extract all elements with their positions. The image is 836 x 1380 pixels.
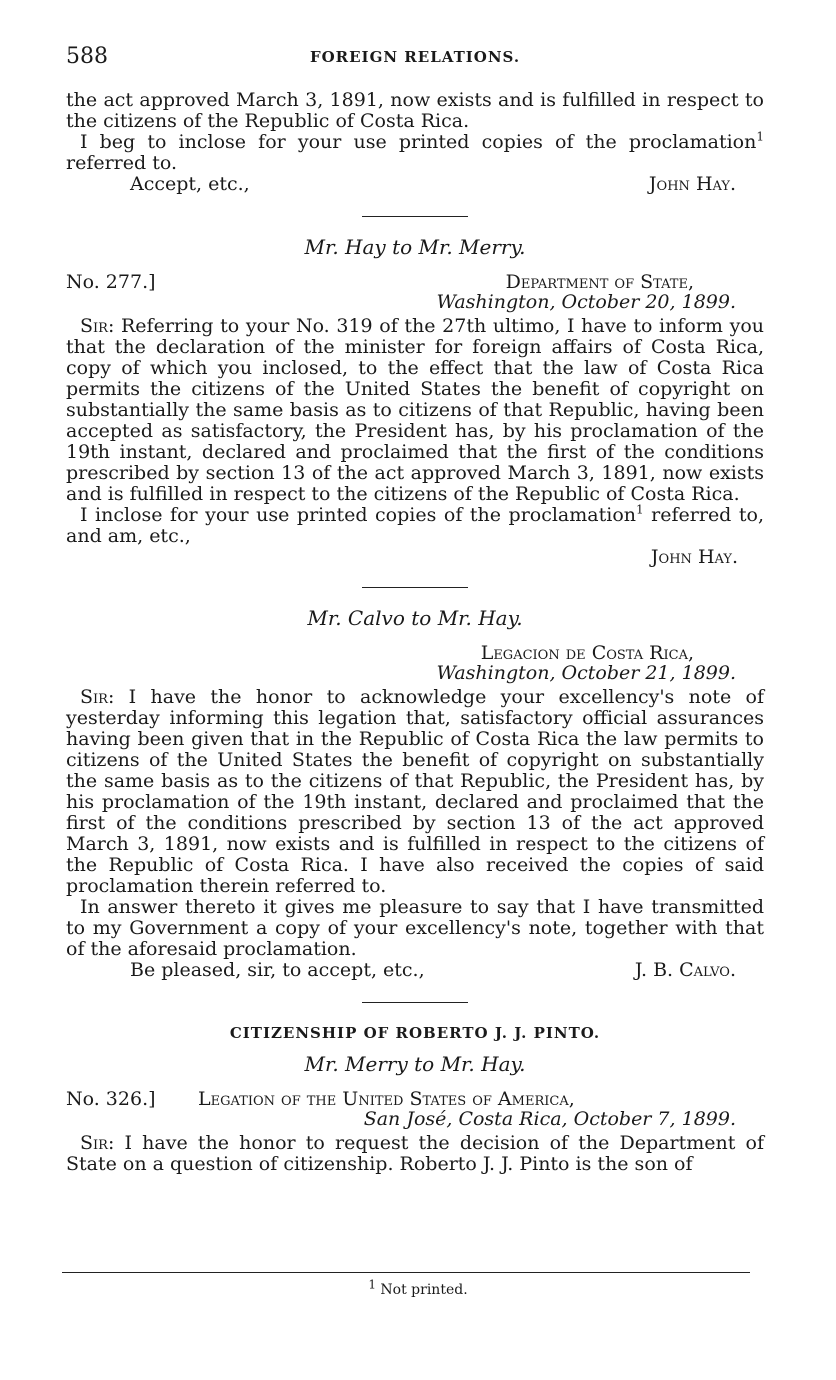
section-title: CITIZENSHIP OF ROBERTO J. J. PINTO. <box>229 1024 601 1042</box>
letter-body: Sir: Referring to your No. 319 of the 27th ultimo, I have to inform you that the declaration of the minister for foreign affairs of Costa Rica, copy of which you inclosed, to the effect that the law of Costa Rica permits the citizens of the United States the benefit of copyright on substantially the same basis as to citizens of that Republic, having been accepted as satisfactory, the President has, by his proclamation of the 19th instant, declared and proclaimed that the first of the conditions prescribed by section 13 of the act approved March 3, 1891, now exists and is fulfilled in respect to the citizens of the Republic of Costa Rica. <box>66 315 764 505</box>
running-head: FOREIGN RELATIONS. <box>309 48 521 66</box>
salutation: Sir: <box>80 686 115 708</box>
despatch-number: No. 326.] <box>66 1088 156 1110</box>
page-number: 588 <box>66 44 108 69</box>
letter-body: Sir: I have the honor to request the decision of the Department of State on a question of citizenship. Roberto J. J. Pinto is the son of <box>66 1132 764 1175</box>
section-divider <box>362 587 468 588</box>
letter-paragraph: In answer thereto it gives me pleasure to say that I have transmitted to my Government a copy of your excellency's note, together with that of the aforesaid proclamation. <box>66 896 764 960</box>
signature: J. B. Calvo. <box>634 959 736 981</box>
sender-place: Legacion de Costa Rica, <box>480 642 694 664</box>
section-divider <box>362 1002 468 1003</box>
letter-date: Washington, October 20, 1899. <box>436 291 736 313</box>
letter-date: San José, Costa Rica, October 7, 1899. <box>363 1108 736 1130</box>
continued-paragraph: the act approved March 3, 1891, now exists and is fulfilled in respect to the citizens of the Republic of Costa Rica. <box>66 89 764 132</box>
salutation: Sir: <box>80 315 115 337</box>
footnote-text: Not printed. <box>375 1282 468 1298</box>
letter-dateline <box>66 643 764 687</box>
letter-dateline <box>66 272 764 316</box>
despatch-number: No. 277.] <box>66 271 156 293</box>
salutation: Sir: <box>80 1132 115 1154</box>
inclosure-paragraph: I inclose for your use printed copies of the proclamation$^1$ referred to, and am, etc., <box>66 502 764 547</box>
footnote-ref: 1 <box>636 502 644 517</box>
footnote-ref: 1 <box>756 129 764 144</box>
inclosure-paragraph: I beg to inclose for your use printed copies of the proclamation$^1$ referred to. <box>66 129 764 174</box>
sender-place: Department of State, <box>505 271 694 293</box>
letter-dateline <box>66 1089 764 1133</box>
closing-formula: Be pleased, sir, to accept, etc., <box>130 959 425 981</box>
signature: John Hay. <box>650 546 738 568</box>
letter-heading: Mr. Calvo to Mr. Hay. <box>307 606 523 630</box>
letter-heading: Mr. Hay to Mr. Merry. <box>304 235 526 259</box>
letter-heading: Mr. Merry to Mr. Hay. <box>304 1052 526 1076</box>
page-body <box>66 90 764 1175</box>
closing-line <box>66 960 764 984</box>
section-divider <box>362 216 468 217</box>
closing-formula: Accept, etc., <box>130 173 250 195</box>
letter-body: Sir: I have the honor to acknowledge your excellency's note of yesterday informing this legation that, satisfactory official assurances having been given that in the Republic of Costa Rica the law permits to citizens of the United States the benefit of copyright on substantially the same basis as to the citizens of that Republic, the President has, by his proclamation of the 19th instant, declared and proclaimed that the first of the conditions prescribed by section 13 of the act approved March 3, 1891, now exists and is fulfilled in respect to the citizens of the Republic of Costa Rica. I have also received the copies of said proclamation therein referred to. <box>66 686 764 897</box>
page-header <box>66 44 764 74</box>
footnote <box>0 1277 836 1298</box>
signature: John Hay. <box>648 173 736 195</box>
footnote-mark: 1 <box>368 1277 376 1292</box>
letter-date: Washington, October 21, 1899. <box>436 662 736 684</box>
footnote-rule <box>62 1272 750 1273</box>
sender-place: Legation of the United States of America, <box>198 1088 575 1110</box>
closing-line <box>66 174 764 198</box>
